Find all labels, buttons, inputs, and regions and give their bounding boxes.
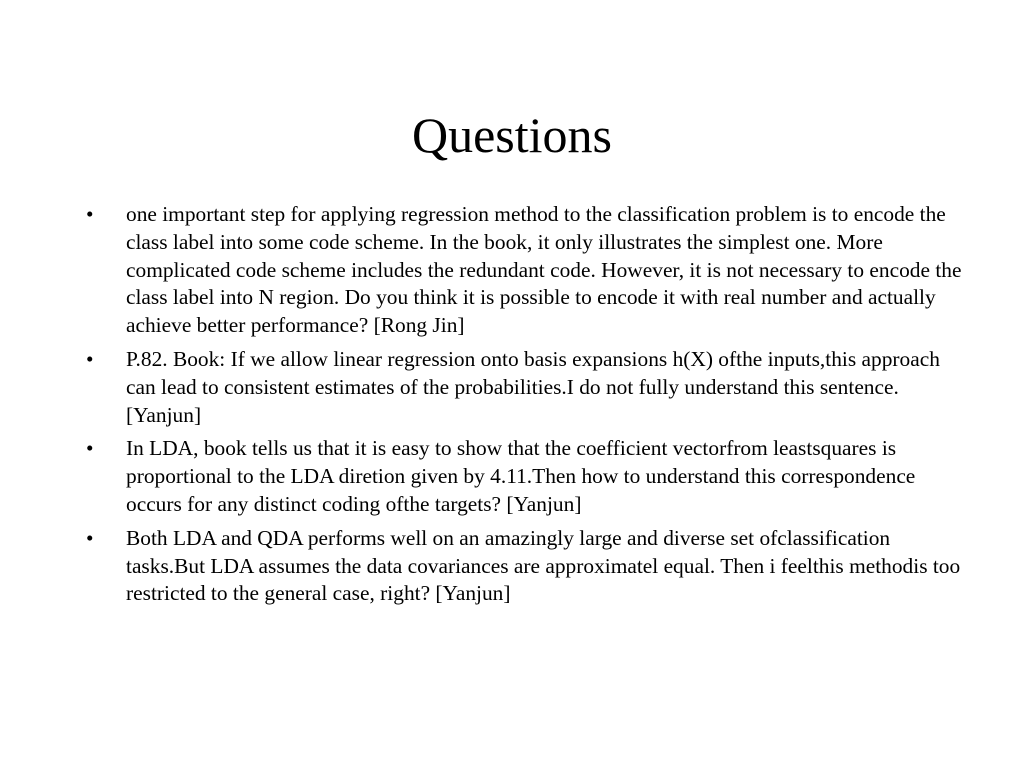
bullet-icon: • <box>86 436 94 461</box>
bullet-item <box>86 201 966 340</box>
bullet-list <box>86 201 966 614</box>
slide-title: Questions <box>412 107 612 163</box>
bullet-item <box>86 435 966 518</box>
bullet-icon: • <box>86 202 94 226</box>
bullet-text: Both LDA and QDA performs well on an amazingly large and diverse set ofclassification tasks.But LDA assumes the data covariances are approximatel equal. Then i feelthis methodis too restricted to the general case, right? [Yanjun] <box>126 525 961 606</box>
bullet-item <box>86 525 966 608</box>
bullet-icon: • <box>86 525 94 550</box>
bullet-text: In LDA, book tells us that it is easy to show that the coefficient vectorfrom leastsquares is proportional to the LDA diretion given by 4.11.Then how to understand this correspondence occurs for any distinct coding ofthe targets? [Yanjun] <box>126 436 916 516</box>
bullet-text: one important step for applying regression method to the classification problem is to encode the class label into some code scheme. In the book, it only illustrates the simplest one. More complicated code scheme includes the redundant code. However, it is not necessary to encode the class label into N region. Do you think it is possible to encode it with real number and actually achieve better performance? [Rong Jin] <box>126 202 962 338</box>
bullet-icon: • <box>86 346 94 371</box>
bullet-text: P.82. Book: If we allow linear regression onto basis expansions h(X) ofthe inputs,this approach can lead to consistent estimates of the probabilities.I do not fully understand this sentence. [Yanjun] <box>126 346 940 427</box>
bullet-item <box>86 346 966 429</box>
